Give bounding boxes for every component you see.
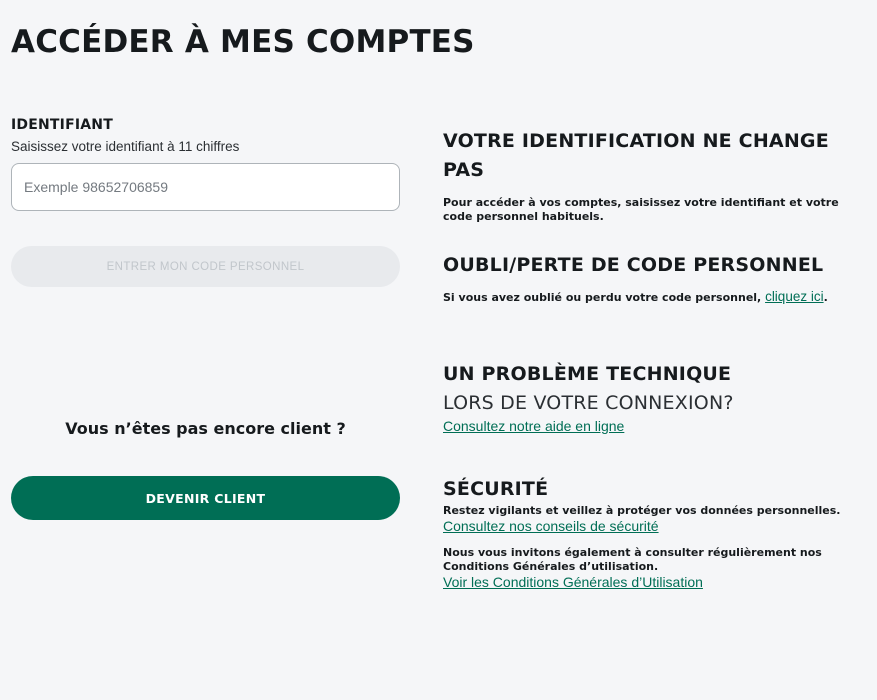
technical-title: UN PROBLÈME TECHNIQUE (443, 363, 732, 385)
lost-code-title: OUBLI/PERTE DE CODE PERSONNEL (443, 254, 824, 276)
security-text: Restez vigilants et veillez à protéger vos données personnelles. (443, 504, 841, 517)
security-section (443, 475, 868, 591)
identifiant-label: IDENTIFIANT (11, 117, 113, 133)
lost-code-link[interactable]: cliquez ici (765, 289, 824, 304)
login-form (11, 117, 400, 287)
identification-title: VOTRE IDENTIFICATION NE CHANGE PAS (443, 130, 829, 181)
identification-section (443, 127, 868, 224)
conditions-text: Nous vous invitons également à consulter régulièrement nos Conditions Générales d’utilisation. (443, 546, 822, 573)
page-title: ACCÉDER À MES COMPTES (11, 24, 475, 60)
technical-subtitle: LORS DE VOTRE CONNEXION? (443, 392, 734, 414)
become-client-button[interactable]: DEVENIR CLIENT (11, 476, 400, 520)
online-help-link[interactable]: Consultez notre aide en ligne (443, 418, 625, 434)
identification-text: Pour accéder à vos comptes, saisissez votre identifiant et votre code personnel habituels. (443, 196, 839, 223)
lost-code-suffix: . (823, 291, 828, 304)
lost-code-section (443, 251, 868, 305)
not-client-question: Vous n’êtes pas encore client ? (65, 419, 346, 438)
security-title: SÉCURITÉ (443, 478, 549, 500)
security-advice-link[interactable]: Consultez nos conseils de sécurité (443, 518, 659, 534)
lost-code-text: Si vous avez oublié ou perdu votre code personnel, (443, 291, 766, 304)
conditions-link[interactable]: Voir les Conditions Générales d’Utilisation (443, 574, 703, 590)
lost-code-paragraph (443, 290, 868, 305)
identifiant-input[interactable] (11, 163, 400, 211)
enter-code-button[interactable]: ENTRER MON CODE PERSONNEL (11, 246, 400, 287)
technical-section (443, 360, 868, 435)
identifiant-hint: Saisissez votre identifiant à 11 chiffres (11, 139, 240, 154)
